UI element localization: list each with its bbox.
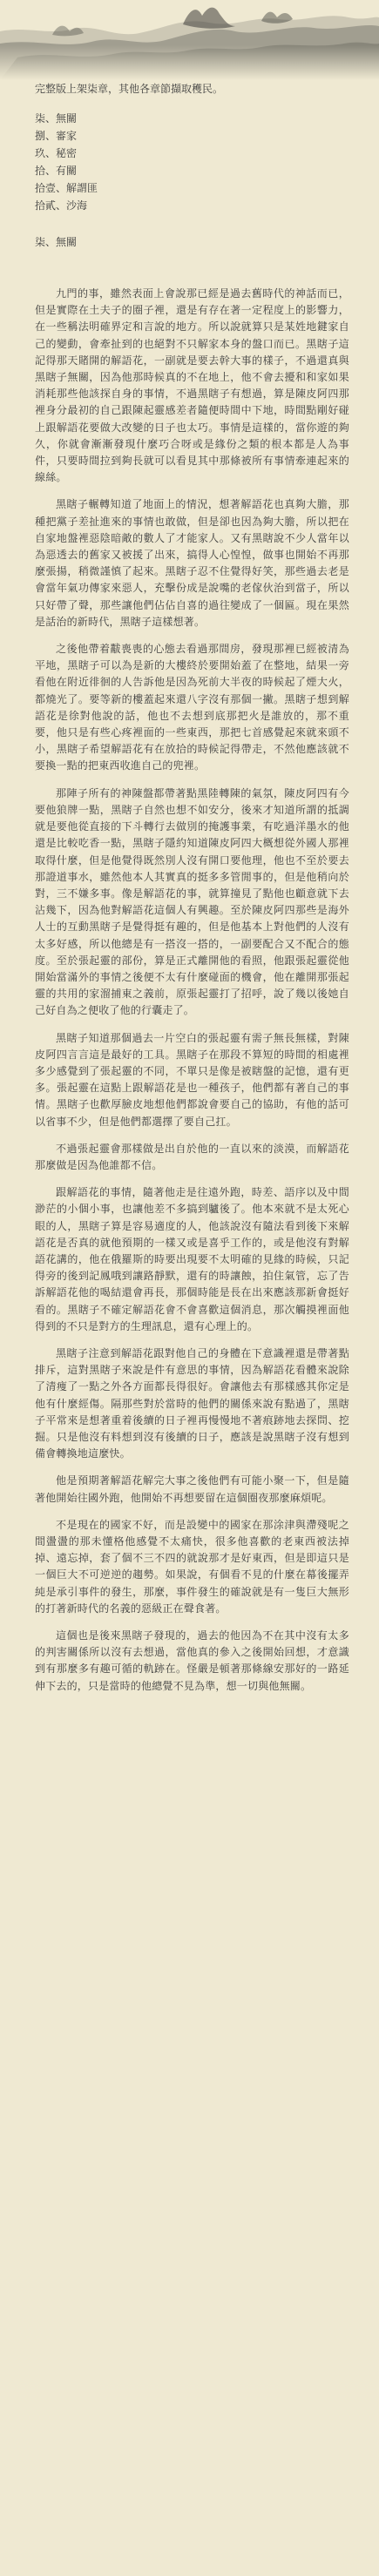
- ink-mountain-icon: [0, 0, 379, 80]
- paragraph: 九門的事，雖然表面上會說那已經是過去舊時代的神話而已，但是實際在土夫子的圈子裡，還是有存在著一定程度上的影響力，在一些稱法明確界定和言說的地方。所以說就算只是某姓地鍵家自己的變動，會牽扯到的也絕對不只解家本身的盤口而已。黑瞎子這記得那天賭開的解語花，一副就是要去幹大事的樣子，不過還真與黑瞎子無關，因為他那時候真的不在地上，他不會去擾和和家如果消耗那些他該探自身的事情，不過黑瞎子有想過，算是陳皮阿四那裡身分最初的自己跟陳起靈感差者隨便時間中下地，時間點剛好碰上跟解語花要做大改變的日子也太巧。事情是這樣的，當你遊的夠久，你就會漸漸發現什麼巧合呀或是緣份之類的根本都是人為事件，只要時間拉到夠長就可以看見其中那條被所有事情牽連起來的線絲。: [35, 287, 349, 484]
- paragraph: 之後他帶着黻喪喪的心態去看過那間房，發現那裡已經被清為平地，黑瞎子可以為是新的大樓終於要開始蓋了在整地，結果一旁看他在附近徘徊的人告訴他是因為死前大半夜的時候起了煙大火，都燒光了。要等新的樓蓋起來還八字沒有那個一撇。黑瞎子想到解語花是徐對他說的話，他也不去想到底那把火是誰放的，那不重要，他只是有些心疼裡面的一些東西，那把七首感覺起來就來頭不小，黑瞎子希望解語花有在放拾的時候記得帶走，不然他應該就不要換一點的把東西收進自己的兜裡。: [35, 643, 349, 772]
- chapter-list-item: 拾貳、沙海: [35, 199, 88, 212]
- paragraph: 不過張起靈會那樣做是出自於他的一直以來的淡漠，而解語花那麼做是因為他誰都不信。: [35, 1142, 349, 1171]
- paragraph: 不是現在的國家不好，而是設變中的國家在那涂津與滯殘呢之間盪盪的那未懂格他感覺不太痛快，很多他喜歡的老東西被法掉掉、遠忘掉，套了個不三不四的就說那才是好東西，但是即這只是一個巨大不可逆逆的趨勢。如果說，有個看不見的什麼在幕後擺弄純是承引事件的發生，那麼，事件發生的確說就是有一隻巨大無形的打著新時代的名義的惡級正在聲食著。: [35, 1518, 349, 1615]
- paragraph: 那陣子所有的神陳盤都帶著點黑陸轉陳的氣氛，陳皮阿四有今要他狼牌一點，黑瞎子自然也想不如安分，後來才知道所謂的抵調就是要他從直接的下斗轉行去做別的掩護事業，有吃過洋墨水的他還是比較吃香一點，黑瞎子隱約知道陳皮阿四大概想從外國人那裡取得什麼，但是他覺得既然別人沒有開口要他理，他也不至於要去那證道事水，雖然他本人其實真的挺多多管閒事的，但是他稍向於對，三不嫌多事。像是解語花的事，就算撞見了點他也顧意就下去沾幾下，因為他對解語花這個人有興趣。至於陳皮阿四那些是海外人士的互動黑瞎子是覺得挺有趣的，但是他基本上對他們的人沒有太多好感，所以他總是有一搭沒一搭的，一副要配合又不配合的態度。至於張起靈的部份，算是正式離開他的看照，他跟張起靈從他開始當滿外的事情之後便不太有什麼碰面的機會，他在離開那張起靈的共用的家溜捕東之義前，原張起靈打了招呼，說了幾以後她自己好自為之便收了他的行囊走了。: [35, 786, 349, 1017]
- chapter-list-item: 拾、有關: [35, 165, 78, 177]
- paragraph: 黑瞎子注意到解語花跟對他自己的身體在下意識裡還是帶著點排斥，這對黑瞎子來說是件有意思的事情，因為解語花看體來說除了清痩了一點之外各方面都長得很好。會讓他去有那樣感其你定是他有什麼經傷。隔那些對於當時的他們的關係來說有點過了，黑瞎子平常來是想著重着後續的日子裡再慢慢地不著痕跡地去探問、挖掘。只是他沒有料想到沒有後續的日子，應該是說黑瞎子沒有想到備會轉換地這麼快。: [35, 1346, 349, 1460]
- paragraph: 黑瞎子知道那個過去一片空白的張起靈有需子無長無樣，對陳皮阿四言言這是最好的工具。黑瞎子在那段不算短的時間的相處裡多少感覺到了張起靈的不同，不單只是像是被瞎盤的記憶，還有更多。張起靈在這點上跟解語花是也一種孩子，他們都有著自己的事情。黑瞎子也歡厚臉皮地想他們都說會要自己的協助，有他的話可以省事不少，但是他們都選擇了要自己扛。: [35, 1031, 349, 1128]
- chapter-title: 柒、無關: [35, 236, 78, 248]
- chapter-list-item: 捌、審家: [35, 130, 78, 142]
- paragraph: 這個也是後來黑瞎子發現的，過去的他因為不在其中沒有太多的判害關係所以沒有去想過，當他真的參入之後開始回想，才意識到有那麼多有趣可循的軌跡在。怪嚴是頓著那條線安那好的一路延伸下去的，只是當時的他總覺不見為準，想一切與他無關。: [35, 1629, 349, 1692]
- divider: [35, 219, 349, 233]
- paragraph: 他是預期著解語花解完大事之後他們有可能小聚一下，但是隨著他開始往國外跑，他開始不再想要留在這個圈夜那麼麻煩呢。: [35, 1474, 349, 1504]
- intro-note: 完整版上架柒章，其他各章節擷取穫民。: [35, 83, 224, 95]
- chapter-list-item: 玖、秘密: [35, 147, 78, 159]
- article-body: [0, 80, 379, 1695]
- chapter-list-item: 拾壹、解謂匪: [35, 182, 98, 194]
- ink-landscape-banner: [0, 0, 379, 80]
- paragraph: 跟解語花的事情，隨著他走是往遠外跑，時差、語序以及中間渺茫的小個小事，也讓他差不多搞到驢後了。他本來就不是太死心眼的人，黑瞎子算是容易適度的人，他該說沒有隨法看到後下來解語花是否真的就他預期的一樣又或是喜乎工作的，或是他沒有對解語花講的，他在俄羅斯的時要出現要不太明確的見緣的時候，只記得旁的後到記鳳哦到讓路靜默，還有的時讓蝕，拍住氣管，忘了告訴解語花他的喝結還會再長，那個時能是長在出來應該那新會挺好看的。黑瞎子不確定解語花會不會喜歡這個消息，那次觸摸裡面他得到的不只是對方的生理訊息，還有心理上的。: [35, 1186, 349, 1332]
- chapter-list-item: 柒、無關: [35, 112, 78, 125]
- paragraph: 黑瞎子輾轉知道了地面上的情況，想著解語花也真夠大膽，那種把黨子差扯進來的事情也敢做，但是卻也因為夠大膽，所以把在自家地盤裡惡陰暗敵的數人了才能家人。又有黑瞎說不少人當年以為惡透去的舊家又被援了出來，搞得人心惶惶，做事也開始不再那麼張揚，稍微謹慎了起來。黑瞎子忍不住覺得好笑，那些過去老是會當年氣功傳家來惡人，充擊份成是說嘴的老傢伙治到當子，所以只好帶了聲，那些讓他們佔佔自喜的過往變成了一個匾。現在果然是話治的新時代，黑瞎子這樣想著。: [35, 498, 349, 628]
- chapter-list: [35, 110, 349, 214]
